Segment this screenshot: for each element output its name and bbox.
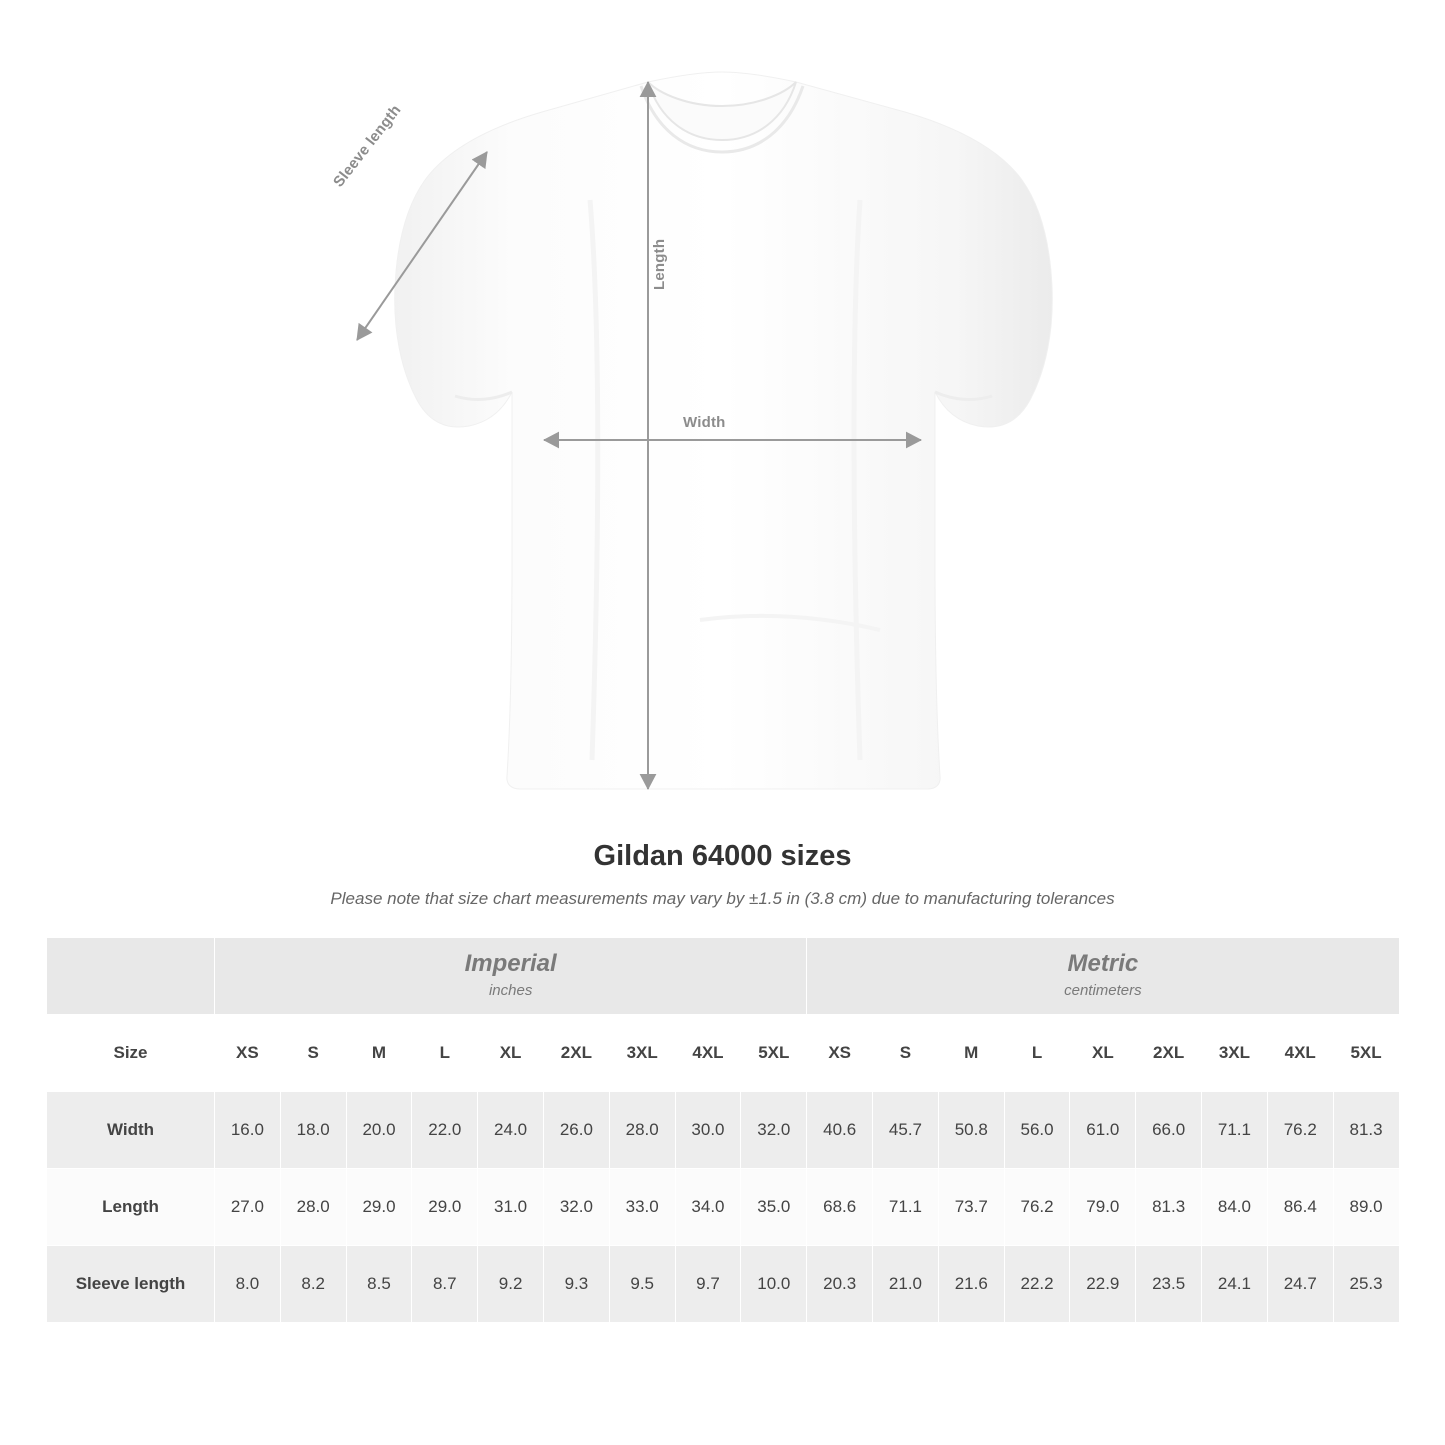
cell-length-11: 73.7 [938, 1169, 1004, 1246]
cell-length-3: 29.0 [412, 1169, 478, 1246]
cell-length-14: 81.3 [1136, 1169, 1202, 1246]
cell-width-6: 28.0 [609, 1092, 675, 1169]
size-col-2xl-metric: 2XL [1136, 1015, 1202, 1092]
size-col-4xl-metric: 4XL [1267, 1015, 1333, 1092]
cell-length-10: 71.1 [873, 1169, 939, 1246]
cell-width-13: 61.0 [1070, 1092, 1136, 1169]
row-label-sleeve-length: Sleeve length [47, 1246, 215, 1323]
size-col-s-imperial: S [280, 1015, 346, 1092]
cell-length-6: 33.0 [609, 1169, 675, 1246]
chart-heading [0, 840, 1445, 909]
size-col-m-metric: M [938, 1015, 1004, 1092]
size-col-xl-imperial: XL [478, 1015, 544, 1092]
cell-length-13: 79.0 [1070, 1169, 1136, 1246]
size-header-row [47, 1015, 1400, 1092]
cell-width-12: 56.0 [1004, 1092, 1070, 1169]
cell-sleeve-9: 20.3 [807, 1246, 873, 1323]
table-row [47, 1246, 1400, 1323]
size-table-wrapper [46, 937, 1399, 1323]
length-label: Length [651, 238, 668, 290]
cell-length-4: 31.0 [478, 1169, 544, 1246]
size-col-s-metric: S [873, 1015, 939, 1092]
cell-width-9: 40.6 [807, 1092, 873, 1169]
metric-sub: centimeters [1064, 982, 1142, 999]
cell-sleeve-16: 24.7 [1267, 1246, 1333, 1323]
sleeve-length-label: Sleeve length [330, 101, 405, 191]
page-title: Gildan 64000 sizes [593, 840, 852, 872]
cell-sleeve-14: 23.5 [1136, 1246, 1202, 1323]
cell-width-0: 16.0 [215, 1092, 281, 1169]
size-col-3xl-metric: 3XL [1202, 1015, 1268, 1092]
size-col-2xl-imperial: 2XL [543, 1015, 609, 1092]
cell-sleeve-4: 9.2 [478, 1246, 544, 1323]
table-row [47, 1169, 1400, 1246]
size-col-5xl-metric: 5XL [1333, 1015, 1399, 1092]
row-label-width: Width [47, 1092, 215, 1169]
cell-sleeve-13: 22.9 [1070, 1246, 1136, 1323]
cell-width-3: 22.0 [412, 1092, 478, 1169]
cell-length-2: 29.0 [346, 1169, 412, 1246]
cell-sleeve-8: 10.0 [741, 1246, 807, 1323]
cell-width-7: 30.0 [675, 1092, 741, 1169]
size-table [46, 937, 1400, 1323]
unit-header-spacer [47, 938, 215, 1015]
cell-width-8: 32.0 [741, 1092, 807, 1169]
cell-length-16: 86.4 [1267, 1169, 1333, 1246]
cell-length-8: 35.0 [741, 1169, 807, 1246]
cell-length-7: 34.0 [675, 1169, 741, 1246]
cell-sleeve-15: 24.1 [1202, 1246, 1268, 1323]
cell-width-4: 24.0 [478, 1092, 544, 1169]
size-col-xs-imperial: XS [215, 1015, 281, 1092]
cell-sleeve-17: 25.3 [1333, 1246, 1399, 1323]
cell-width-10: 45.7 [873, 1092, 939, 1169]
size-col-4xl-imperial: 4XL [675, 1015, 741, 1092]
cell-length-9: 68.6 [807, 1169, 873, 1246]
size-col-xs-metric: XS [807, 1015, 873, 1092]
cell-sleeve-2: 8.5 [346, 1246, 412, 1323]
cell-width-15: 71.1 [1202, 1092, 1268, 1169]
unit-header-row [47, 938, 1400, 1015]
cell-length-15: 84.0 [1202, 1169, 1268, 1246]
size-col-5xl-imperial: 5XL [741, 1015, 807, 1092]
cell-length-17: 89.0 [1333, 1169, 1399, 1246]
row-label-length: Length [47, 1169, 215, 1246]
cell-width-17: 81.3 [1333, 1092, 1399, 1169]
cell-width-5: 26.0 [543, 1092, 609, 1169]
cell-width-14: 66.0 [1136, 1092, 1202, 1169]
cell-length-0: 27.0 [215, 1169, 281, 1246]
cell-sleeve-3: 8.7 [412, 1246, 478, 1323]
cell-width-1: 18.0 [280, 1092, 346, 1169]
cell-sleeve-7: 9.7 [675, 1246, 741, 1323]
cell-sleeve-12: 22.2 [1004, 1246, 1070, 1323]
size-header-cell: Size [47, 1015, 215, 1092]
size-col-3xl-imperial: 3XL [609, 1015, 675, 1092]
cell-width-2: 20.0 [346, 1092, 412, 1169]
size-col-m-imperial: M [346, 1015, 412, 1092]
imperial-sub: inches [488, 982, 533, 999]
table-row [47, 1092, 1400, 1169]
cell-width-11: 50.8 [938, 1092, 1004, 1169]
cell-length-12: 76.2 [1004, 1169, 1070, 1246]
cell-width-16: 76.2 [1267, 1092, 1333, 1169]
metric-name: Metric [1067, 950, 1139, 977]
cell-sleeve-11: 21.6 [938, 1246, 1004, 1323]
cell-sleeve-5: 9.3 [543, 1246, 609, 1323]
unit-header-metric [807, 938, 1399, 1015]
width-label: Width [683, 414, 726, 431]
imperial-name: Imperial [464, 950, 557, 977]
tolerance-note: Please note that size chart measurements may vary by ±1.5 in (3.8 cm) due to manufacturing tolerances [330, 889, 1115, 908]
cell-sleeve-10: 21.0 [873, 1246, 939, 1323]
cell-sleeve-6: 9.5 [609, 1246, 675, 1323]
unit-header-imperial [215, 938, 807, 1015]
cell-length-5: 32.0 [543, 1169, 609, 1246]
size-col-l-imperial: L [412, 1015, 478, 1092]
cell-sleeve-1: 8.2 [280, 1246, 346, 1323]
cell-length-1: 28.0 [280, 1169, 346, 1246]
size-col-xl-metric: XL [1070, 1015, 1136, 1092]
size-col-l-metric: L [1004, 1015, 1070, 1092]
cell-sleeve-0: 8.0 [215, 1246, 281, 1323]
